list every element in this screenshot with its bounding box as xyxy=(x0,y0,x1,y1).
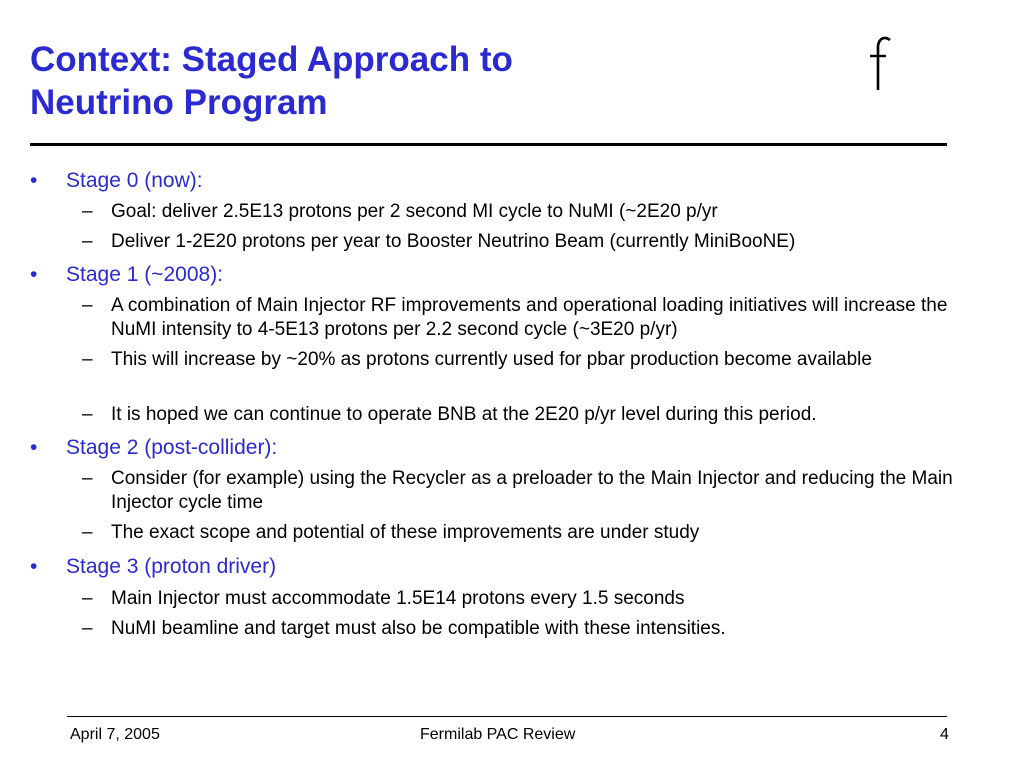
bullet-icon: • xyxy=(30,555,38,578)
page-number: 4 xyxy=(940,726,949,743)
sub-bullet-text: Consider (for example) using the Recycler as a preloader to the Main Injector and reducing the Main Injector cycle time xyxy=(111,468,953,513)
sub-bullet-text: It is hoped we can continue to operate BNB at the 2E20 p/yr level during this period. xyxy=(111,404,817,425)
dash-icon: – xyxy=(82,468,93,489)
sub-bullet-text: Main Injector must accommodate 1.5E14 protons every 1.5 seconds xyxy=(111,588,685,609)
sub-bullet-text: The exact scope and potential of these improvements are under study xyxy=(111,522,700,543)
footer-divider xyxy=(67,716,947,717)
dash-icon: – xyxy=(82,522,93,543)
bullet-icon: • xyxy=(30,436,38,459)
slide-title-line-2: Neutrino Program xyxy=(30,83,328,122)
slide-title-line-1: Context: Staged Approach to xyxy=(30,40,513,79)
sub-bullet-text: A combination of Main Injector RF improvements and operational loading initiatives will increase the NuMI intensity to 4-5E13 protons per 2.2 second cycle (~3E20 p/yr) xyxy=(111,295,948,340)
dash-icon: – xyxy=(82,404,93,425)
bullet-icon: • xyxy=(30,169,38,192)
dash-icon: – xyxy=(82,618,93,639)
stage-heading: Stage 0 (now): xyxy=(66,169,203,192)
sub-bullet-text: Goal: deliver 2.5E13 protons per 2 second MI cycle to NuMI (~2E20 p/yr xyxy=(111,201,718,222)
stage-heading: Stage 2 (post-collider): xyxy=(66,436,278,459)
stage-heading: Stage 1 (~2008): xyxy=(66,263,224,286)
dash-icon: – xyxy=(82,349,93,370)
sub-bullet-text: Deliver 1-2E20 protons per year to Booster Neutrino Beam (currently MiniBooNE) xyxy=(111,231,796,252)
stage-heading: Stage 3 (proton driver) xyxy=(66,555,277,578)
dash-icon: – xyxy=(82,231,93,252)
bullet-icon: • xyxy=(30,263,38,286)
sub-bullet-text: NuMI beamline and target must also be compatible with these intensities. xyxy=(111,618,726,639)
dash-icon: – xyxy=(82,201,93,222)
footer-event: Fermilab PAC Review xyxy=(420,726,576,743)
dash-icon: – xyxy=(82,295,93,316)
dash-icon: – xyxy=(82,588,93,609)
sub-bullet-text: This will increase by ~20% as protons currently used for pbar production become available xyxy=(111,349,872,370)
footer-date: April 7, 2005 xyxy=(70,726,160,743)
